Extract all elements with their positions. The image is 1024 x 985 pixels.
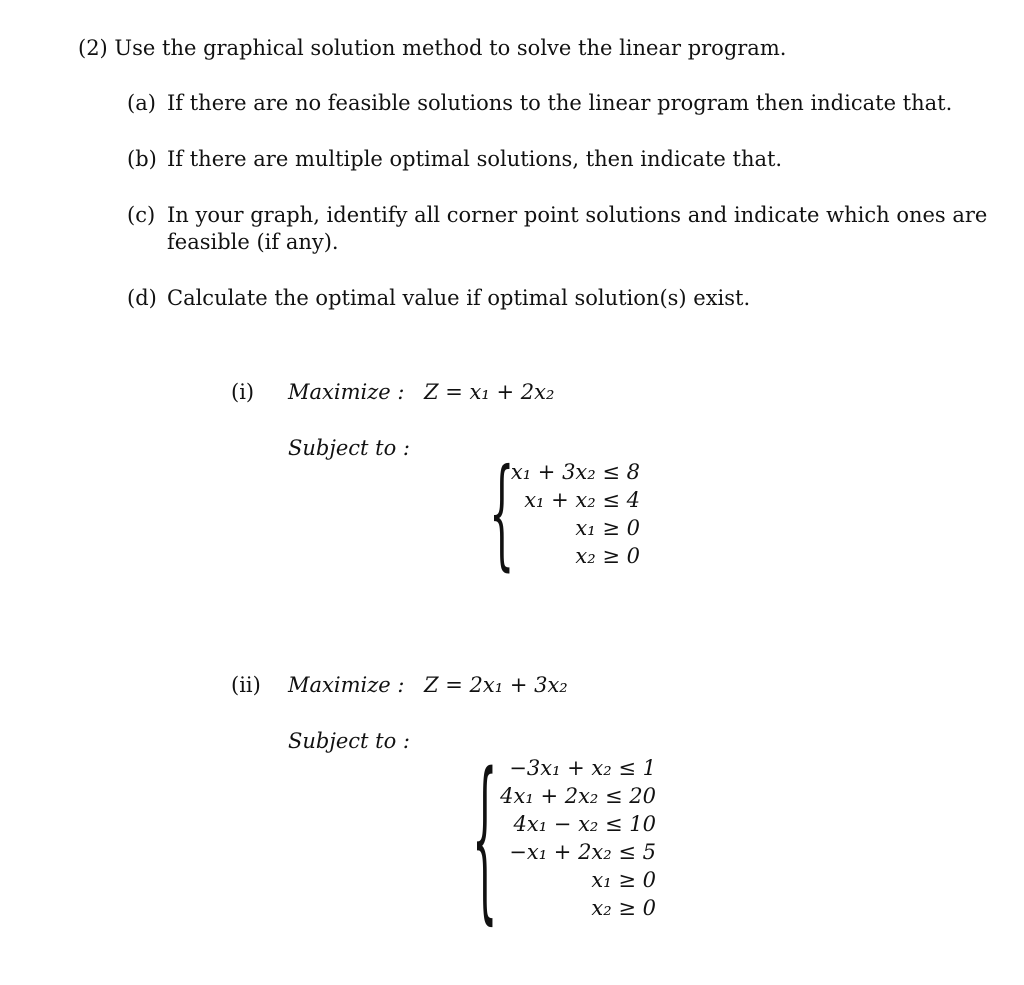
part-b-text: If there are multiple optimal solutions, then indicate that. xyxy=(167,147,783,171)
lp2-constraint-6: x₂ ≥ 0 xyxy=(591,896,656,920)
lp1-constraint-4: x₂ ≥ 0 xyxy=(575,544,640,568)
lp1-constraint-1: x₁ + 3x₂ ≤ 8 xyxy=(510,460,640,484)
lp2-constraint-4: −x₁ + 2x₂ ≤ 5 xyxy=(509,840,656,864)
lp1-left-brace: { xyxy=(489,446,515,584)
part-b-label: (b) xyxy=(127,147,157,171)
part-a-text: If there are no feasible solutions to the linear program then indicate that. xyxy=(167,91,953,115)
part-c-label: (c) xyxy=(127,203,156,227)
part-c-text-line1: In your graph, identify all corner point solutions and indicate which ones are xyxy=(167,203,988,227)
lp1-objective-expression: Z = x₁ + 2x₂ xyxy=(424,380,555,404)
part-d-label: (d) xyxy=(127,286,157,310)
lp1-subject-to: Subject to : xyxy=(288,436,411,460)
lp2-left-brace: { xyxy=(472,740,498,943)
problem-intro: (2) Use the graphical solution method to solve the linear program. xyxy=(78,36,787,60)
lp1-constraint-system xyxy=(500,462,640,574)
lp2-objective-word: Maximize : xyxy=(288,673,405,697)
lp2-constraint-1: −3x₁ + x₂ ≤ 1 xyxy=(509,756,656,780)
lp1-objective-word: Maximize : xyxy=(288,380,405,404)
lp2-constraint-3: 4x₁ − x₂ ≤ 10 xyxy=(513,812,656,836)
lp2-subject-to: Subject to : xyxy=(288,729,411,753)
lp1-constraint-3: x₁ ≥ 0 xyxy=(575,516,640,540)
lp1-constraint-2: x₁ + x₂ ≤ 4 xyxy=(524,488,640,512)
lp2-constraint-system xyxy=(480,758,656,928)
lp2-constraint-5: x₁ ≥ 0 xyxy=(591,868,656,892)
lp2-objective-expression: Z = 2x₁ + 3x₂ xyxy=(424,673,568,697)
lp2-label: (ii) xyxy=(231,673,261,697)
part-a-label: (a) xyxy=(127,91,156,115)
part-d-text: Calculate the optimal value if optimal solution(s) exist. xyxy=(167,286,751,310)
lp1-label: (i) xyxy=(231,380,255,404)
part-c-text-line2: feasible (if any). xyxy=(167,230,339,254)
lp2-constraint-2: 4x₁ + 2x₂ ≤ 20 xyxy=(500,784,656,808)
